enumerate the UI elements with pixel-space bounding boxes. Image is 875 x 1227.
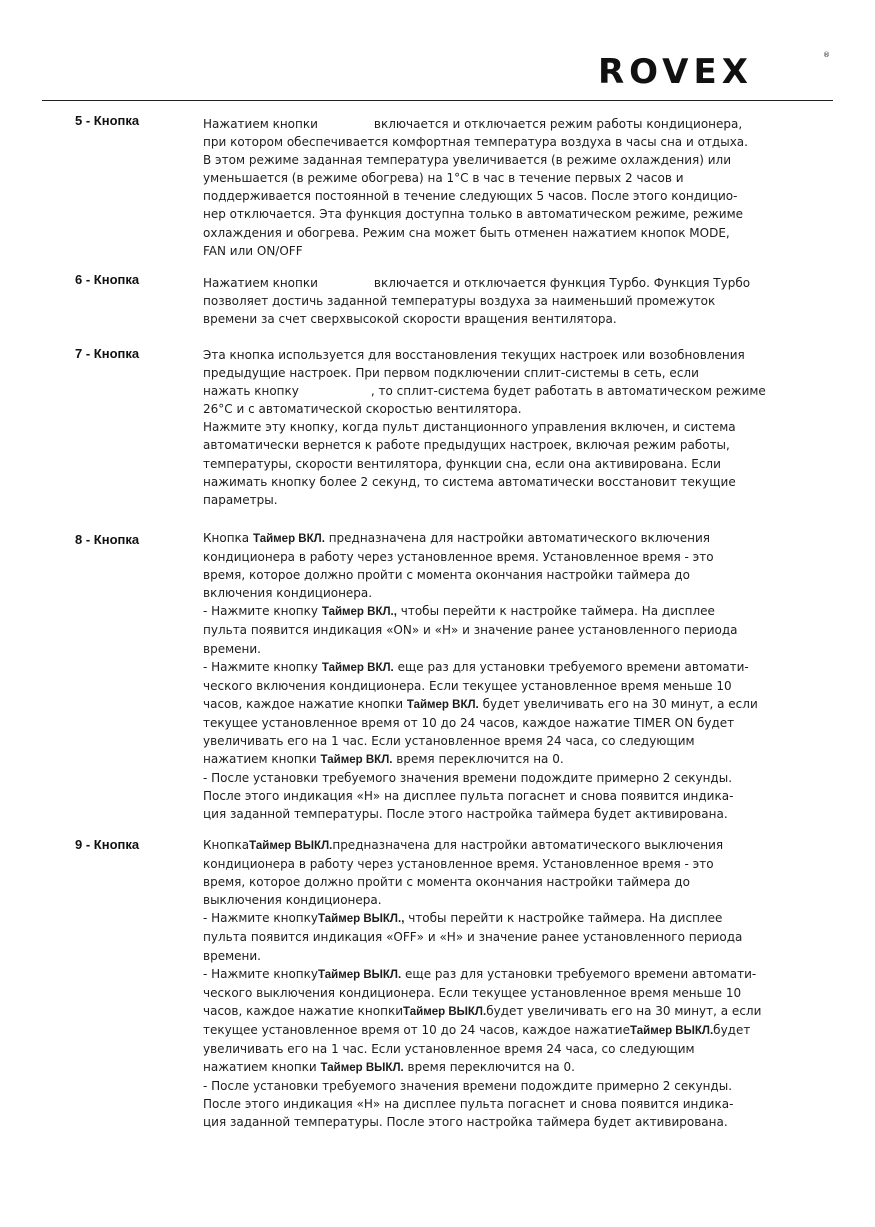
text-line: пульта появится индикация «OFF» и «H» и значение ранее установленного периода [203,930,743,945]
text-line: время, которое должно пройти с момента окончания настройки таймера до [203,568,690,583]
text-line: После этого индикация «H» на дисплее пульта погаснет и снова появится индика- [203,1097,734,1112]
text-line: нажимать кнопку более 2 секунд, то система автоматически восстановит текущие [203,474,736,489]
text-line: КнопкаТаймер ВЫКЛ.предназначена для настройки автоматического выключения [203,838,724,852]
text-line: После этого индикация «H» на дисплее пульта погаснет и снова появится индика- [203,789,734,804]
text-line: текущее установленное время от 10 до 24 часов, каждое нажатиеТаймер ВЫКЛ.будет [203,1022,751,1037]
text-line: Кнопка Таймер ВКЛ. предназначена для настройки автоматического включения [203,531,711,545]
section-6-label: 6 - Кнопка [75,272,140,287]
text-line: нажатием кнопки Таймер ВКЛ. время переключится на 0. [203,752,564,767]
section-6-text [203,274,813,328]
section-5-label: 5 - Кнопка [75,113,140,128]
text-line: - Нажмите кнопку Таймер ВКЛ. еще раз для установки требуемого времени автомати- [203,659,749,674]
text-line: кондиционера в работу через установленное время. Установленное время - это [203,550,714,565]
text-line: нажатием кнопки Таймер ВЫКЛ. время переключится на 0. [203,1060,575,1075]
text-line: температуры, скорости вентилятора, функции сна, если она активирована. Если [203,456,721,471]
text-line: нажать кнопку , то сплит-система будет работать в автоматическом режиме [203,384,766,399]
brand-logo: ROVEX [598,52,753,92]
section-5-text [203,115,813,260]
header-divider [42,100,833,101]
text-line: пульта появится индикация «ON» и «H» и значение ранее установленного периода [203,623,738,638]
text-line: текущее установленное время от 10 до 24 часов, каждое нажатие TIMER ON будет [203,715,735,730]
text-line: нер отключается. Эта функция доступна только в автоматическом режиме, режиме [203,207,744,222]
text-line: - Нажмите кнопкуТаймер ВЫКЛ., чтобы перейти к настройке таймера. На дисплее [203,911,723,926]
text-line: увеличивать его на 1 час. Если установленное время 24 часа, со следующим [203,734,695,749]
text-line: кондиционера в работу через установленное время. Установленное время - это [203,857,714,872]
section-7-label: 7 - Кнопка [75,346,140,361]
text-line: Эта кнопка используется для восстановления текущих настроек или возобновления [203,348,745,362]
section-7-text [203,346,813,509]
text-line: ческого включения кондиционера. Если текущее установленное время меньше 10 [203,678,732,693]
text-line: - Нажмите кнопку Таймер ВКЛ., чтобы перейти к настройке таймера. На дисплее [203,604,715,619]
text-line: предыдущие настроек. При первом подключении сплит-системы в сеть, если [203,366,699,381]
text-line: ция заданной температуры. После этого настройка таймера будет активирована. [203,807,728,822]
text-line: - Нажмите кнопкуТаймер ВЫКЛ. еще раз для установки требуемого времени автомати- [203,966,757,981]
text-line: FAN или ON/OFF [203,243,303,258]
text-line: ческого выключения кондиционера. Если текущее установленное время меньше 10 [203,985,742,1000]
text-line: выключения кондиционера. [203,893,382,908]
text-line: времени. [203,948,261,963]
section-9-text [203,836,813,1132]
text-line: увеличивать его на 1 час. Если установленное время 24 часа, со следующим [203,1042,695,1057]
text-line: параметры. [203,492,278,507]
text-line: времени. [203,641,261,656]
text-line: часов, каждое нажатие кнопки Таймер ВКЛ. будет увеличивать его на 30 минут, а если [203,696,758,711]
text-line: время, которое должно пройти с момента окончания настройки таймера до [203,875,690,890]
text-line: времени за счет сверхвысокой скорости вращения вентилятора. [203,312,617,327]
text-line: 26°С и с автоматической скоростью вентилятора. [203,402,522,417]
text-line: часов, каждое нажатие кнопкиТаймер ВЫКЛ.будет увеличивать его на 30 минут, а если [203,1003,762,1018]
text-line: охлаждения и обогрева. Режим сна может быть отменен нажатием кнопок MODE, [203,225,730,240]
text-line: при котором обеспечивается комфортная температура воздуха в часы сна и отдыха. [203,135,748,150]
section-8-text [203,529,813,824]
text-line: В этом режиме заданная температура увеличивается (в режиме охлаждения) или [203,153,732,168]
text-line: Нажатием кнопки включается и отключается функция Турбо. Функция Турбо [203,276,751,290]
text-line: Нажатием кнопки включается и отключается режим работы кондиционера, [203,117,743,131]
text-line: Нажмите эту кнопку, когда пульт дистанционного управления включен, и система [203,420,736,435]
text-line: включения кондиционера. [203,586,373,601]
text-line: поддерживается постоянной в течение следующих 5 часов. После этого кондицио- [203,189,738,204]
text-line: автоматически вернется к работе предыдущих настроек, включая режим работы, [203,438,730,453]
text-line: уменьшается (в режиме обогрева) на 1°С в час в течение первых 2 часов и [203,171,684,186]
registered-mark: ® [823,51,830,59]
section-8-label: 8 - Кнопка [75,532,140,547]
text-line: ция заданной температуры. После этого настройка таймера будет активирована. [203,1115,728,1130]
text-line: - После установки требуемого значения времени подождите примерно 2 секунды. [203,1079,733,1094]
text-line: позволяет достичь заданной температуры воздуха за наименьший промежуток [203,294,716,309]
section-9-label: 9 - Кнопка [75,837,140,852]
text-line: - После установки требуемого значения времени подождите примерно 2 секунды. [203,771,733,786]
